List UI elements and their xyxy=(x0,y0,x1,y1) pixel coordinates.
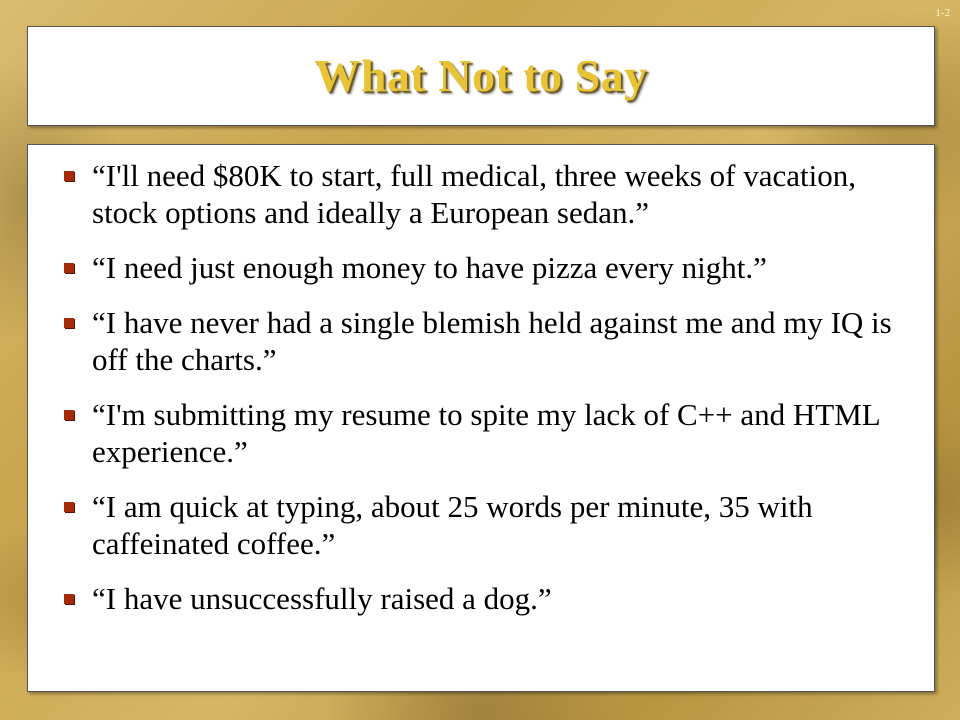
bullet-text: “I'll need $80K to start, full medical, three weeks of vacation, stock options and ideally a European sedan.” xyxy=(92,158,856,230)
title-panel xyxy=(27,26,935,126)
square-bullet-icon xyxy=(64,594,74,604)
bullet-text: “I'm submitting my resume to spite my lack of C++ and HTML experience.” xyxy=(92,397,880,469)
bullet-item xyxy=(64,580,906,617)
bullet-text: “I have never had a single blemish held against me and my IQ is off the charts.” xyxy=(92,305,892,377)
bullet-text: “I am quick at typing, about 25 words per minute, 35 with caffeinated coffee.” xyxy=(92,489,813,561)
bullet-item xyxy=(64,488,906,562)
bullet-text: “I need just enough money to have pizza every night.” xyxy=(92,250,767,285)
slide-title: What Not to Say xyxy=(314,50,648,101)
square-bullet-icon xyxy=(64,318,74,328)
square-bullet-icon xyxy=(64,171,74,181)
bullet-item xyxy=(64,304,906,378)
square-bullet-icon xyxy=(64,410,74,420)
page-number: 1-2 xyxy=(935,7,950,19)
bullet-item xyxy=(64,157,906,231)
bullet-item xyxy=(64,396,906,470)
square-bullet-icon xyxy=(64,502,74,512)
bullet-item xyxy=(64,249,906,286)
content-panel xyxy=(27,144,935,692)
bullet-text: “I have unsuccessfully raised a dog.” xyxy=(92,581,552,616)
bullet-list xyxy=(28,145,934,617)
square-bullet-icon xyxy=(64,263,74,273)
